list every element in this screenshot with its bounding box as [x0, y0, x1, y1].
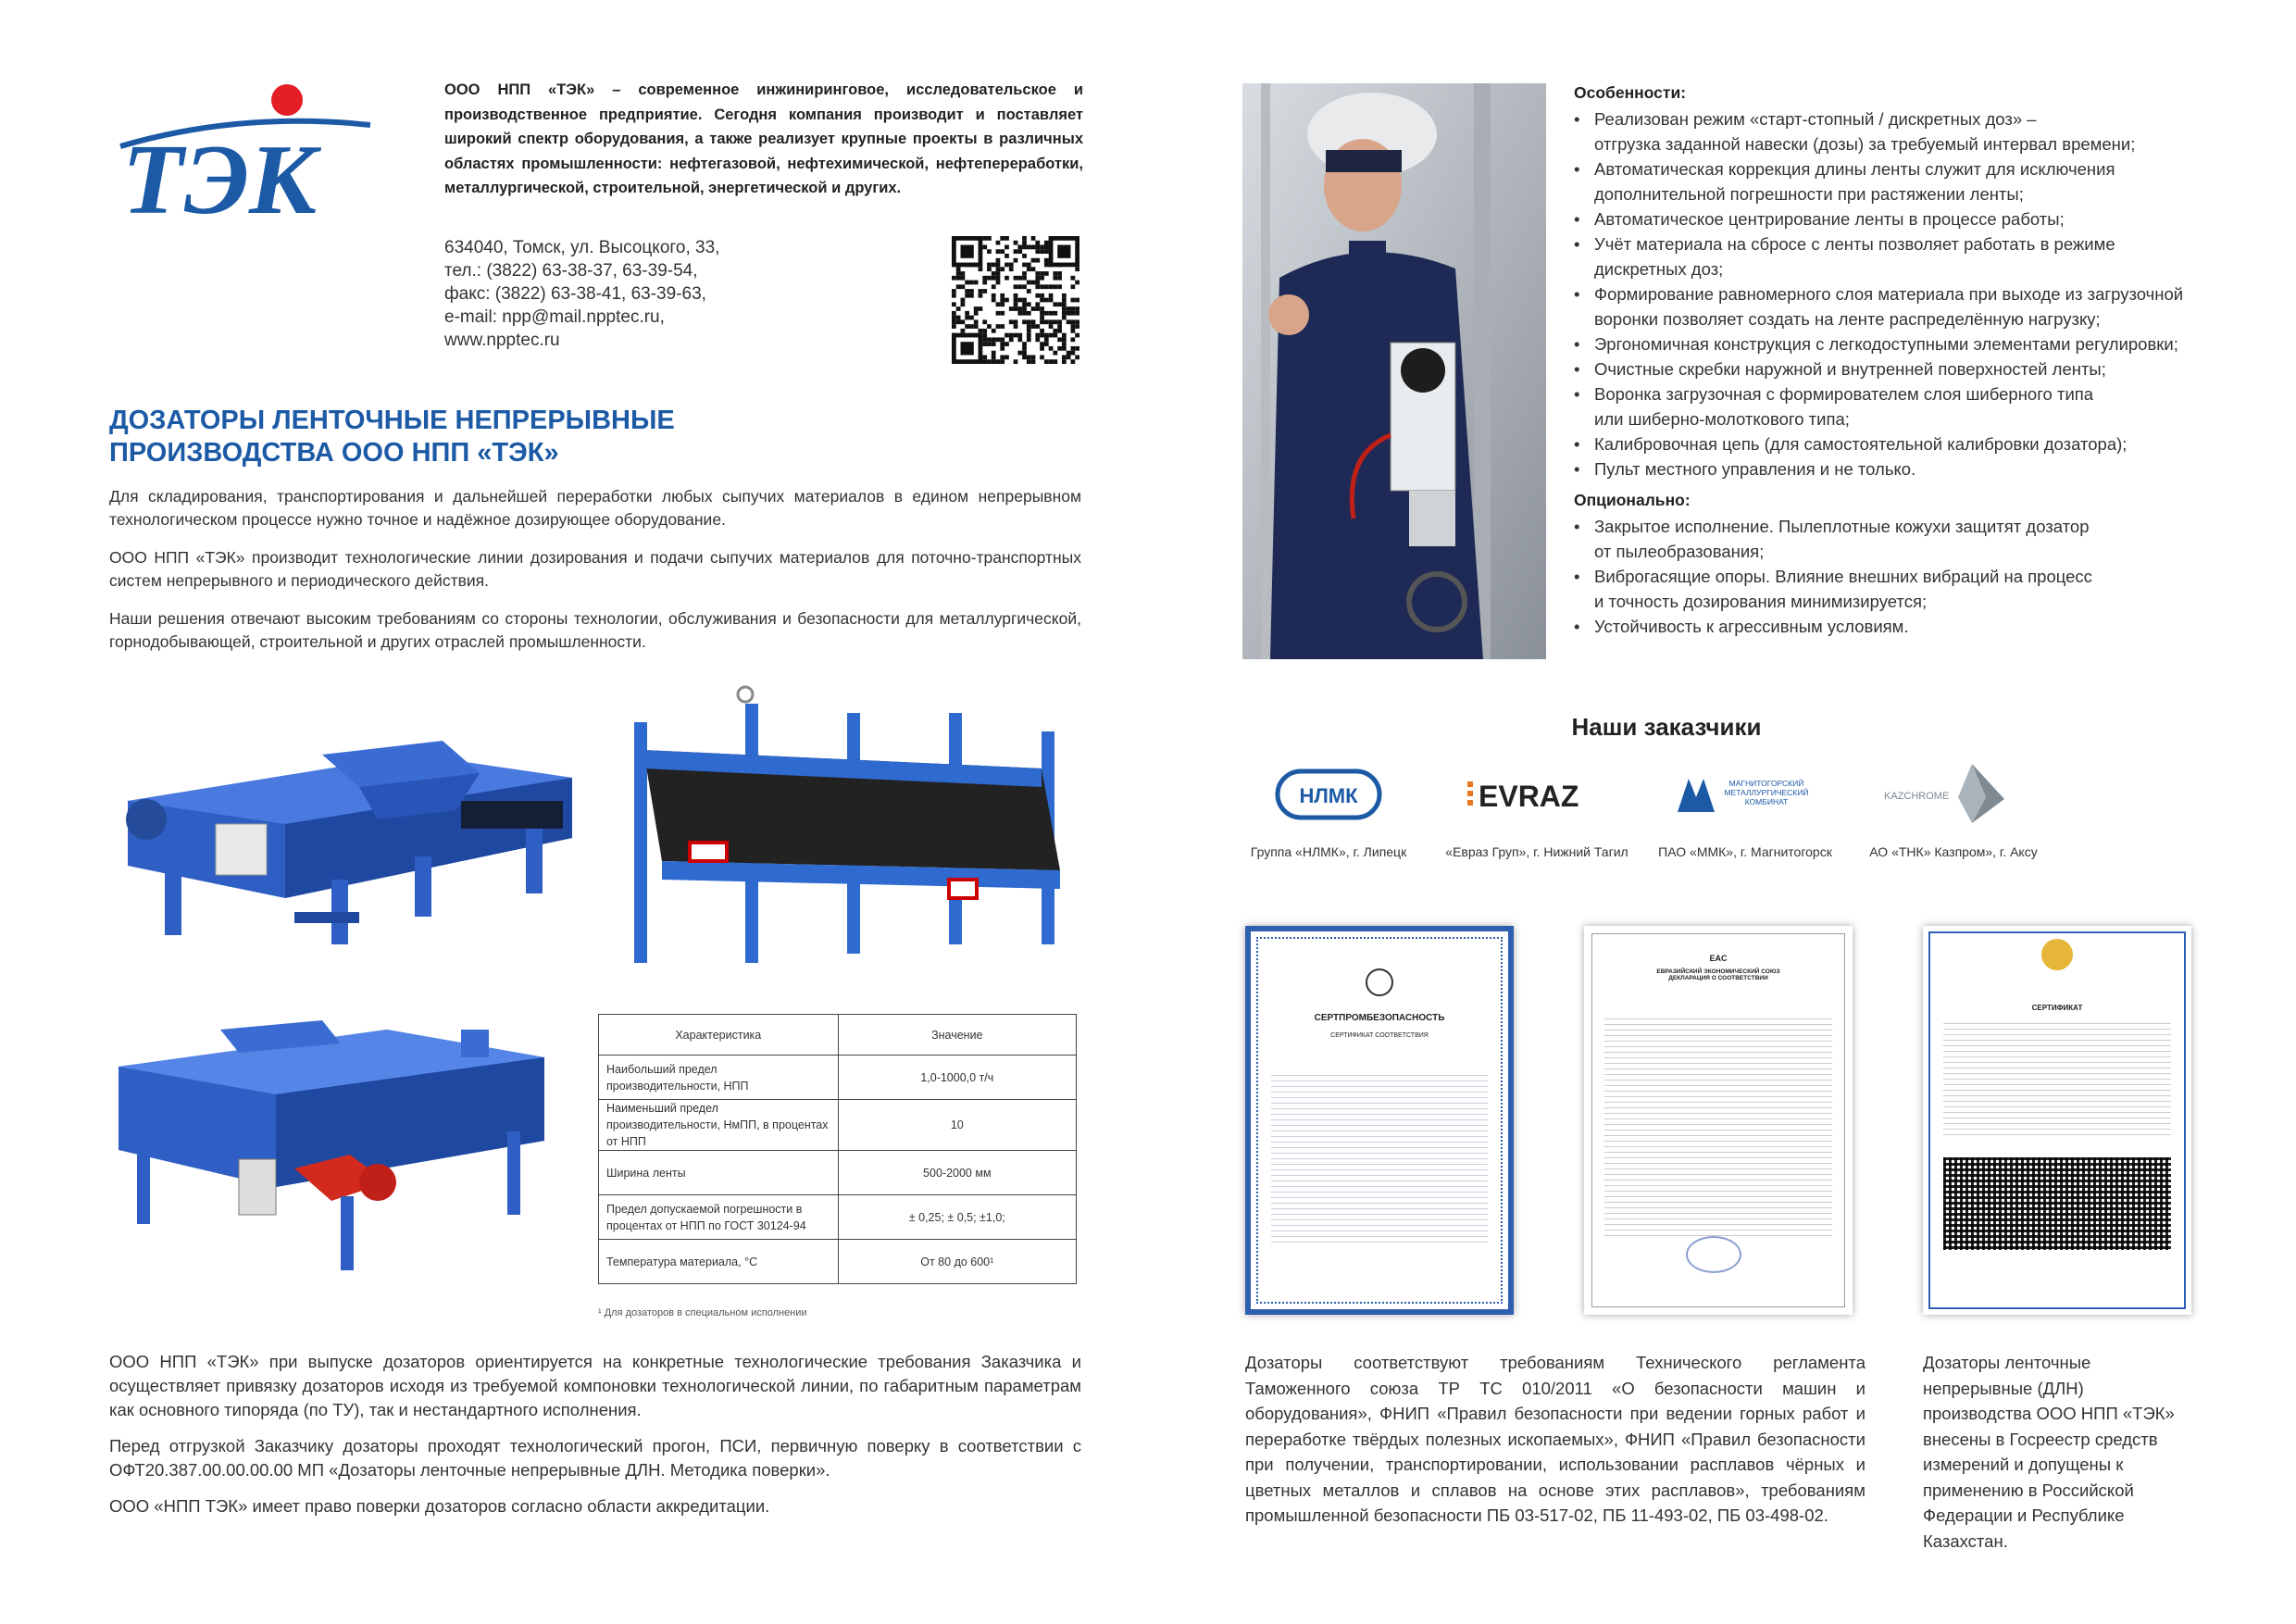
cert1-sub: СЕРТПРОМБЕЗОПАСНОСТЬ — [1314, 1013, 1445, 1023]
table-row — [599, 1056, 1077, 1100]
table-header-row — [599, 1015, 1077, 1056]
table-cell: Ширина ленты — [599, 1151, 839, 1195]
company-logo — [102, 74, 380, 259]
paragraph-3: Наши решения отвечают высоким требованиям со стороны технологии, обслуживания и безопасности для металлургической, горнодобывающей, строительной и других отраслей промышленности. — [109, 609, 1081, 651]
list-item: • Учёт материала на сбросе с ленты позволяет работать в режиме дискретных доз; — [1574, 231, 2222, 281]
address: 634040, Томск, ул. Высоцкого, 33, — [444, 238, 720, 257]
list-item: • Пульт местного управления и не только. — [1574, 456, 2222, 481]
page-title-line2: ПРОИЗВОДСТВА ООО НПП «ТЭК» — [109, 438, 559, 468]
svg-text:EVRAZ: EVRAZ — [1479, 780, 1579, 813]
table-footnote: ¹ Для дозаторов в специальном исполнении — [598, 1307, 807, 1318]
customers-title: Наши заказчики — [1571, 713, 1762, 741]
table-row — [599, 1240, 1077, 1284]
certificate-3 — [1923, 926, 2191, 1315]
optional-list — [1574, 514, 2222, 639]
list-item: • Автоматическое центрирование ленты в процессе работы; — [1574, 206, 2222, 231]
list-item: • Воронка загрузочная с формирователем слоя шиберного типа или шиберно-молоткового типа; — [1574, 381, 2222, 431]
optional-heading: Опционально: — [1574, 491, 1691, 509]
page-title — [109, 405, 942, 469]
table-row — [599, 1100, 1077, 1151]
table-cell: ± 0,25; ± 0,5; ±1,0; — [838, 1195, 1076, 1240]
list-item: • Очистные скребки наружной и внутренней поверхностей ленты; — [1574, 356, 2222, 381]
page-title-line1: ДОЗАТОРЫ ЛЕНТОЧНЫЕ НЕПРЕРЫВНЫЕ — [109, 406, 675, 435]
list-item: • Устойчивость к агрессивным условиям. — [1574, 614, 2222, 639]
table-row — [599, 1151, 1077, 1195]
bottom-left-paragraph-3: ООО «НПП ТЭК» имеет право поверки дозаторов согласно области аккредитации. — [109, 1496, 770, 1516]
website-link[interactable]: www.npptec.ru — [444, 331, 560, 350]
table-cell: Температура материала, °С — [599, 1240, 839, 1284]
customer-caption: «Евраз Груп», г. Нижний Тагил — [1445, 844, 1628, 859]
cert3-title: СЕРТИФИКАТ — [2031, 1004, 2083, 1012]
customer-mmk — [1639, 757, 1852, 859]
phone: тел.: (3822) 63-38-37, 63-39-54, — [444, 261, 698, 281]
svg-text:НЛМК: НЛМК — [1299, 784, 1358, 807]
cert1-title: СЕРТИФИКАТ СООТВЕТСТВИЯ — [1330, 1032, 1429, 1039]
nlmk-logo — [1222, 757, 1435, 831]
evraz-logo — [1430, 757, 1643, 831]
kazchrome-logo — [1847, 757, 2060, 831]
customer-caption: Группа «НЛМК», г. Липецк — [1250, 844, 1407, 859]
list-item: • Эргономичная конструкция с легкодоступными элементами регулировки; — [1574, 331, 2222, 356]
cert2-sub: ДЕКЛАРАЦИЯ О СООТВЕТСТВИИ — [1668, 975, 1768, 981]
logo-text: ТЭК — [122, 125, 318, 235]
list-item: • Реализован режим «старт-стопный / дискретных доз» – отгрузка заданной навески (дозы) за требуемый интервал времени; — [1574, 106, 2222, 156]
paragraph-1: Для складирования, транспортирования и дальнейшей переработки любых сыпучих материалов в едином непрерывном технологическом процессе нужно точное и надёжное дозирующее оборудование. — [109, 487, 1081, 529]
worker-photo — [1242, 83, 1546, 659]
cert2-title: ЕВРАЗИЙСКИЙ ЭКОНОМИЧЕСКИЙ СОЮЗ — [1656, 968, 1780, 975]
features-heading: Особенности: — [1574, 83, 1687, 102]
features-section — [1574, 83, 2222, 639]
list-item: • Автоматическая коррекция длины ленты служит для исключения дополнительной погрешности при растяжении ленты; — [1574, 156, 2222, 206]
feeder-image-1 — [109, 699, 591, 977]
list-item: • Виброгасящие опоры. Влияние внешних вибраций на процесс и точность дозирования минимизируется; — [1574, 564, 2222, 614]
feeder-image-2 — [597, 685, 1079, 981]
qr-code — [952, 236, 1079, 364]
mmk-logo: МАГНИТОГОРСКИЙ МЕТАЛЛУРГИЧЕСКИЙ КОМБИНАТ — [1639, 757, 1852, 831]
table-row — [599, 1195, 1077, 1240]
customer-kazchrome — [1847, 757, 2060, 859]
customer-nlmk — [1222, 757, 1435, 859]
table-header-characteristic: Характеристика — [599, 1015, 839, 1056]
feeder-image-3 — [109, 1011, 554, 1289]
customer-caption: ПАО «ММК», г. Магнитогорск — [1658, 844, 1832, 859]
table-cell: От 80 до 600¹ — [838, 1240, 1076, 1284]
certificate-1 — [1245, 926, 1514, 1315]
list-item: • Формирование равномерного слоя материала при выходе из загрузочной воронки позволяет создать на ленте распределённую нагрузку; — [1574, 281, 2222, 331]
customer-evraz — [1430, 757, 1643, 859]
table-cell: Предел допускаемой погрешности в процентах от НПП по ГОСТ 30124-94 — [599, 1195, 839, 1240]
table-cell: Наибольший предел производительности, НПП — [599, 1056, 839, 1100]
table-header-value: Значение — [838, 1015, 1076, 1056]
svg-text:KAZCHROME: KAZCHROME — [1884, 791, 1950, 802]
table-cell: 10 — [838, 1100, 1076, 1151]
certificate-2: EAC ЕВРАЗИЙСКИЙ ЭКОНОМИЧЕСКИЙ СОЮЗ ДЕКЛАРАЦИЯ О СООТВЕТСТВИИ — [1584, 926, 1853, 1315]
list-item: • Калибровочная цепь (для самостоятельной калибровки дозатора); — [1574, 431, 2222, 456]
table-cell: 1,0-1000,0 т/ч — [838, 1056, 1076, 1100]
fax: факс: (3822) 63-38-41, 63-39-63, — [444, 284, 706, 304]
customer-caption: АО «ТНК» Казпром», г. Аксу — [1869, 844, 2038, 859]
table-cell: Наименьший предел производительности, НмПП, в процентах от НПП — [599, 1100, 839, 1151]
bottom-left-paragraph-2: Перед отгрузкой Заказчику дозаторы проходят технологический прогон, ПСИ, первичную поверку в соответствии с ОФТ20.387.00.00.00.00 МП «Дозаторы ленточные непрерывные ДЛН. Методика поверки». — [109, 1436, 1081, 1480]
features-list — [1574, 106, 2222, 481]
company-intro: ООО НПП «ТЭК» – современное инжиниринговое, исследовательское и производственное предприятие. Сегодня компания производит и поставляет широкий спектр оборудования, а также реализует крупные проекты в различных областях промышленности: нефтегазовой, нефтехимической, нефтепереработки, металлургической, строительной, энергетической и других. — [444, 81, 1083, 196]
list-item: • Закрытое исполнение. Пылеплотные кожухи защитят дозатор от пылеобразования; — [1574, 514, 2222, 564]
table-cell: 500-2000 мм — [838, 1151, 1076, 1195]
contact-block — [444, 236, 833, 352]
bottom-left-paragraph-1: ООО НПП «ТЭК» при выпуске дозаторов ориентируется на конкретные технологические требования Заказчика и осуществляет привязку дозаторов исходя из требуемой компоновки технологической линии, по габаритным параметрам как основного типоряда (по ТУ), так и нестандартного исполнения. — [109, 1352, 1081, 1419]
spec-table — [598, 1014, 1077, 1284]
bottom-right-text: Дозаторы ленточные непрерывные (ДЛН) производства ООО НПП «ТЭК» внесены в Госреестр средств измерений и допущены к применению в Российской Федерации и Республике Казахстан. — [1923, 1353, 2175, 1551]
paragraph-2: ООО НПП «ТЭК» производит технологические линии дозирования и подачи сыпучих материалов для поточно-транспортных систем непрерывного и периодического действия. — [109, 548, 1081, 590]
bottom-mid-text: Дозаторы соответствуют требованиям Технического регламента Таможенного союза ТР ТС 010/2011 «О безопасности машин и оборудования», ФНИП «Правил безопасности при ведении горных работ и переработке твёрдых полезных ископаемых», ФНИП «Правил безопасности при получении, транспортировании, использовании расплавов чёрных и цветных металлов и сплавов на основе этих расплавов», требованиям промышленной безопасности ПБ 03-517-02, ПБ 11-493-02, ПБ 03-498-02. — [1245, 1353, 1866, 1525]
email[interactable]: e-mail: npp@mail.npptec.ru, — [444, 307, 665, 327]
